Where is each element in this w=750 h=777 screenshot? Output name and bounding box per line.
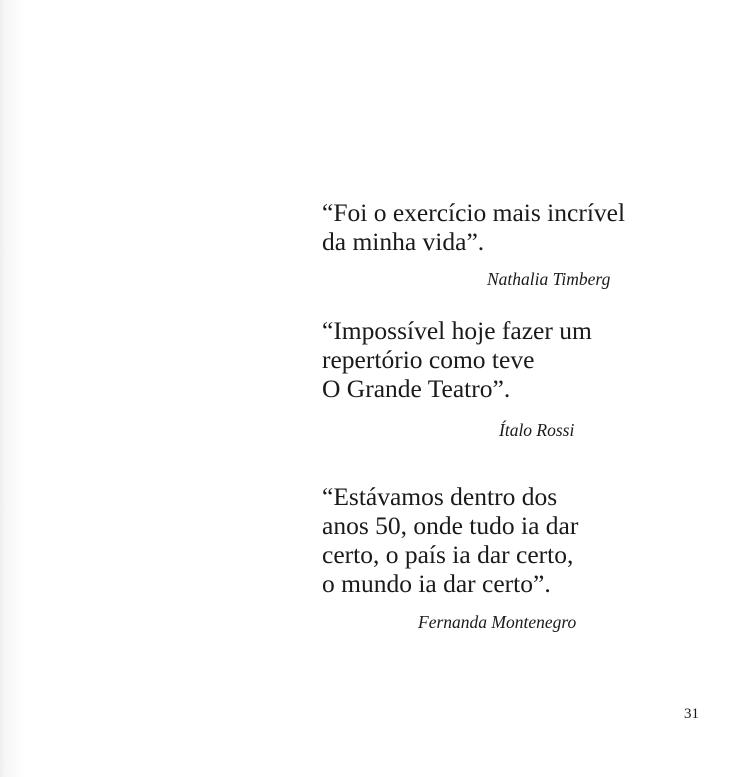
quote-3-author: Fernanda Montenegro bbox=[418, 612, 577, 632]
quote-1-text: “Foi o exercício mais incrível da minha vida”. bbox=[322, 198, 626, 256]
quote-2 bbox=[322, 316, 592, 403]
quote-3-text: “Estávamos dentro dos anos 50, onde tudo ia dar certo, o país ia dar certo, o mundo ia dar certo”. bbox=[322, 482, 579, 598]
quote-1 bbox=[322, 198, 625, 256]
quote-1-author: Nathalia Timberg bbox=[487, 269, 611, 289]
page-number: 31 bbox=[684, 706, 699, 722]
quote-2-text: “Impossível hoje fazer um repertório como teve O Grande Teatro”. bbox=[322, 316, 592, 403]
quote-2-author: Ítalo Rossi bbox=[499, 420, 575, 440]
quote-3 bbox=[322, 482, 578, 598]
